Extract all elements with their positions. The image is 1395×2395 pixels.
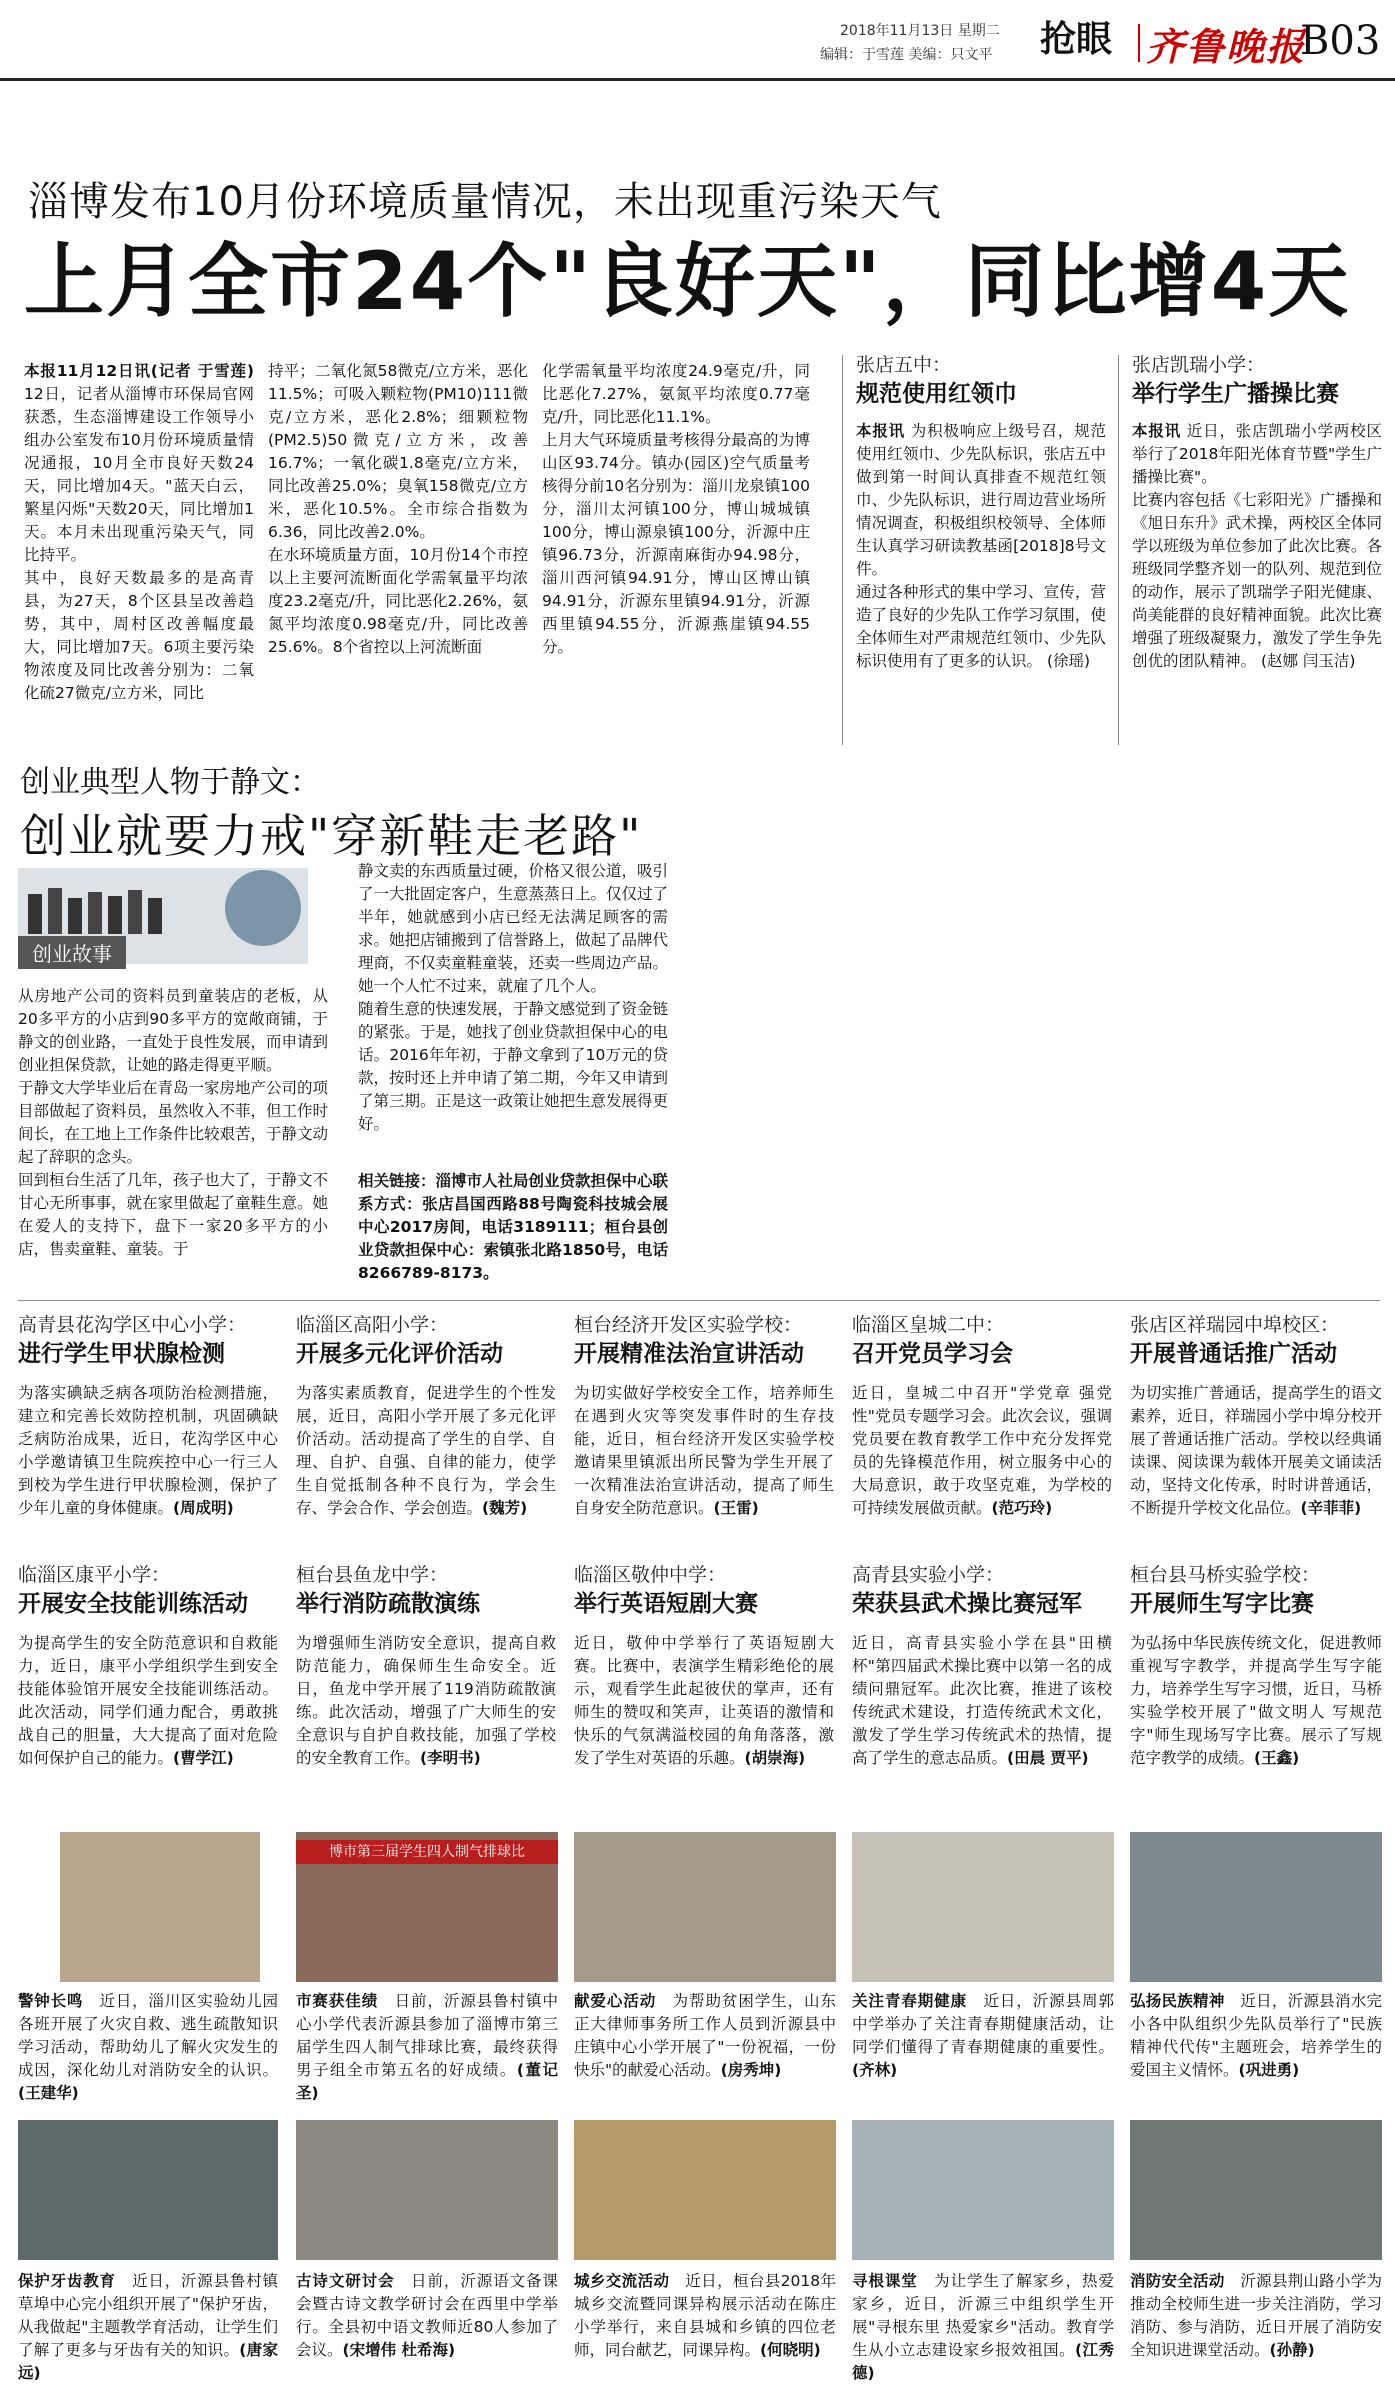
caption-title: 市赛获佳绩 [296,1992,379,2010]
lead-dateline: 本报11月12日讯(记者 于雪莲) [24,362,254,380]
grid-item [1130,1312,1382,1520]
grid-item [18,1312,278,1520]
grid-title: 进行学生甲状腺检测 [18,1341,225,1367]
caption-text: 近日，沂源县消水完小各中队组织少先队员举行了"民族精神代代传"主题班会，培养学生的爱国主义情怀。 [1130,1992,1382,2079]
caption-text: 近日，沂源县鲁村镇草埠中心完小组织开展了"保护牙齿，从我做起"主题教学育活动，让学生们了解了更多与牙齿有关的知识。 [18,2272,278,2359]
grid-item [852,1562,1112,1770]
photo-seminar [296,2120,558,2260]
grid-title: 开展精准法治宣讲活动 [574,1341,804,1367]
grid-school: 临淄区敬仲中学： [574,1564,727,1586]
caption-text: 为帮助贫困学生，山东正大律师事务所工作人员到沂源县中庄镇中心小学开展了"一份祝福，一份快乐"的献爱心活动。 [574,1992,836,2079]
caption-text: 近日，淄川区实验幼儿园各班开展了火灾自救、逃生疏散知识学习活动，帮助幼儿了解火灾发生的成因，深化幼儿对消防安全的认识。 [18,1992,278,2079]
brief-zhangdian-5 [856,352,1106,673]
grid-title: 开展安全技能训练活动 [18,1591,248,1617]
grid-author: (辛菲菲) [1300,1499,1362,1517]
grid-author: (胡崇海) [744,1749,806,1767]
caption-title: 城乡交流活动 [574,2272,670,2290]
grid-body [1130,1382,1382,1520]
photo-health-class [852,1832,1114,1982]
grid-author: (周成明) [173,1499,234,1517]
grid-school: 临淄区皇城二中： [852,1314,1005,1336]
caption-text: 近日，沂源县周郭中学举办了关注青春期健康活动，让同学们懂得了青春期健康的重要性。 [852,1992,1114,2056]
grid-author: (曹学江) [173,1749,234,1767]
photo-caption [1130,1990,1382,2082]
photo-caption [18,2270,278,2385]
grid-body [296,1632,556,1770]
grid-text: 为弘扬中华民族传统文化，促进教师重视写字教学，并提高学生写字能力，培养学生写字习惯，近日，马桥实验学校开展了"做文明人 写规范字"师生现场写字比赛。展示了写规范字教学的成绩。 [1130,1634,1382,1767]
section-name: 抢眼 [1040,19,1113,60]
grid-item [574,1312,834,1520]
photo-caption [296,2270,558,2362]
feature-column-1: 从房地产公司的资料员到童装店的老板，从20多平方的小店到90多平方的宽敞商铺，于静文的创业路，一直处于良性发展，而申请到创业担保贷款，让她的路走得更平顺。 于静文大学毕业后在青岛一家房地产公司的项目部做起了资料员，虽然收入不菲，但工作时间长，在工地上工作条件比较艰苦，于静文动起了辞职的念头。 回到桓台生活了几年，孩子也大了，于静文不甘心无所事事，就在家里做起了童鞋生意。她在爱人的支持下，盘下一家20多平方的小店，售卖童鞋、童装。于 [18,987,329,1258]
caption-title: 保护牙齿教育 [18,2272,116,2290]
newspaper-logo: 齐鲁晚报 [1146,24,1307,69]
photo-dental [18,2120,278,2260]
photo-caption [574,1990,836,2082]
lead-col1-text: 12日，记者从淄博市环保局官网获悉，生态淄博建设工作领导小组办公室发布10月份环境质量情况通报，10月全市良好天数24天，同比增加4天。"蓝天白云，繁星闪烁"天数20天，同比增加1天。本月未出现重污染天气，同比持平。 其中，良好天数最多的是高青县，为27天，8个区县呈改善趋势，其中，周村区改善幅度最大，同比增加7天。6项主要污染物浓度及同比改善分别为：二氧化硫27微克/立方米，同比 [24,385,254,702]
grid-body [18,1632,278,1770]
lead-column-3: 化学需氧量平均浓度24.9毫克/升，同比恶化7.27%，氨氮平均浓度0.77毫克/升，同比恶化11.1%。 上月大气环境质量考核得分最高的为博山区93.74分。镇办(园区)空气质量考核得分前10名分别为：淄川龙泉镇100分，淄川太河镇100分，博山城城镇100分，博山源泉镇100分，沂源中庄镇96.73分，沂源南麻街办94.98分，淄川西河镇94.91分，博山区博山镇94.91分，沂源东里镇94.91分，沂源西里镇94.55分，沂源燕崖镇94.55分。 [542,362,810,656]
caption-author: (唐家远) [18,2341,278,2382]
grid-body [852,1382,1112,1520]
photo-roots-class [852,2120,1114,2260]
grid-item [296,1312,556,1520]
caption-title: 寻根课堂 [852,2272,918,2290]
caption-author: (齐林) [852,2061,898,2079]
grid-text: 近日，敬仲中学举行了英语短剧大赛。比赛中，表演学生精彩绝伦的展示，观看学生此起彼伏的掌声，还有师生的赞叹和笑声，让英语的激情和快乐的气氛满溢校园的角角落落，激发了学生对英语的乐趣。 [574,1634,834,1767]
brief-school: 张店凯瑞小学： [1132,354,1266,376]
brief-school: 张店五中： [856,354,952,376]
lead-column-2: 持平；二氧化氮58微克/立方米，恶化11.5%；可吸入颗粒物(PM10)111微克/立方米，恶化2.8%；细颗粒物(PM2.5)50微克/立方米，改善16.7%；一氧化碳1.8毫克/立方米，同比改善25.0%；臭氧158微克/立方米，恶化10.5%。全市综合指数为6.36，同比改善2.0%。 在水环境质量方面，10月份14个市控以上主要河流断面化学需氧量平均浓度23.2毫克/升，同比恶化2.26%，氨氮平均浓度0.98毫克/升，同比改善25.6%。8个省控以上河流断面 [268,362,528,656]
feature-tag: 创业故事 [18,936,126,969]
grid-title: 荣获县武术操比赛冠军 [852,1591,1082,1617]
caption-title: 警钟长鸣 [18,1992,84,2010]
brief-author: (赵娜 闫玉洁) [1260,652,1356,670]
photo-fire-safety [1130,2120,1382,2260]
brief-title: 规范使用红领巾 [856,381,1017,407]
grid-title: 举行消防疏散演练 [296,1591,480,1617]
grid-school: 桓台县鱼龙中学： [296,1564,449,1586]
photo-caption [852,2270,1114,2385]
grid-item [18,1562,278,1770]
lead-kicker: 淄博发布10月份环境质量情况，未出现重污染天气 [28,179,942,225]
photo-caption [852,1990,1114,2082]
caption-text: 沂源县荆山路小学为推动全校师生进一步关注消防，学习消防、参与消防，近日开展了消防安全知识进课堂活动。 [1130,2272,1382,2359]
grid-text: 为切实推广普通话，提高学生的语文素养，近日，祥瑞园小学中埠分校开展了普通话推广活动。学校以经典诵读课、阅读课为载体开展美文诵读活动，坚持文化传承，时时讲普通话，不断提升学校文化品位。 [1130,1384,1382,1517]
brief-body [1132,420,1382,673]
caption-author: (孙静) [1269,2341,1315,2359]
grid-school: 临淄区康平小学： [18,1564,171,1586]
caption-author: (宋增伟 杜希海) [342,2341,456,2359]
caption-text: 日前，沂源语文备课会暨古诗文教学研讨会在西里中学举行。全县初中语文教师近80人参加了会议。 [296,2272,558,2359]
photo-kindergarten [60,1832,260,1982]
photo-caption [574,2270,836,2362]
grid-author: (李明书) [420,1749,481,1767]
caption-author: (何晓明) [760,2341,821,2359]
brief-text: 为积极响应上级号召，规范使用红领巾、少先队标识，张店五中做到第一时间认真排查不规范红领巾、少先队标识，进行周边营业场所情况调查，积极组织校领导、全体师生认真学习研读教基函[2018]8号文件。 通过各种形式的集中学习、宣传，营造了良好的少先队工作学习氛围，使全体师生对严肃规范红领巾、少先队标识使用有了更多的认识。 [856,422,1106,670]
lead-column-1 [24,360,254,705]
grid-item [574,1562,834,1770]
grid-title: 开展普通话推广活动 [1130,1341,1337,1367]
grid-body [852,1632,1112,1770]
grid-body [574,1632,834,1770]
brief-body [856,420,1106,673]
grid-item [852,1312,1112,1520]
caption-author: (巩进勇) [1238,2061,1300,2079]
grid-school: 桓台县马桥实验学校： [1130,1564,1321,1586]
caption-title: 弘扬民族精神 [1130,1992,1225,2010]
grid-school: 桓台经济开发区实验学校： [574,1314,803,1336]
header-rule [0,78,1395,81]
grid-title: 开展多元化评价活动 [296,1341,503,1367]
brief-lead: 本报讯 [856,422,906,440]
caption-author: (房秀坤) [720,2061,782,2079]
caption-title: 消防安全活动 [1130,2272,1225,2290]
caption-title: 关注青春期健康 [852,1992,968,2010]
grid-author: (王鑫) [1254,1749,1300,1767]
photo-exchange [574,2120,836,2260]
photo-caption [296,1990,558,2105]
feature-column-2: 静文卖的东西质量过硬，价格又很公道，吸引了一大批固定客户，生意蒸蒸日上。仅仅过了半年，她就感到小店已经无法满足顾客的需求。她把店铺搬到了信誉路上，做起了品牌代理商，不仅卖童鞋童装，还卖一些周边产品。她一个人忙不过来，就雇了几个人。 随着生意的快速发展，于静文感觉到了资金链的紧张。于是，她找了创业贷款担保中心的电话。2016年年初，于静文拿到了10万元的贷款，按时还上并申请了第二期，今年又申请到了第三期。正是这一政策让她把生意发展得更好。 [358,862,669,1133]
feature-headline: 创业就要力戒"穿新鞋走老路" [20,809,643,863]
column-rule [1118,355,1119,745]
lead-headline: 上月全市24个"良好天"，同比增4天 [24,235,1351,328]
caption-title: 献爱心活动 [574,1992,657,2010]
photo-caption [1130,2270,1382,2362]
brief-lead: 本报讯 [1132,422,1182,440]
grid-text: 近日，皇城二中召开"学党章 强党性"党员专题学习会。此次会议，强调党员要在教育教学工作中充分发挥党员的先锋模范作用，树立服务中心的大局意识，敢于攻坚克难，为学校的可持续发展做贡献。 [852,1384,1112,1517]
photo-charity [574,1832,836,1982]
grid-text: 为增强师生消防安全意识，提高自救防范能力，确保师生生命安全。近日，鱼龙中学开展了119消防疏散演练。此次活动，增强了广大师生的安全意识与自护自救技能，加强了学校的安全教育工作。 [296,1634,556,1767]
section-rule [18,1300,1380,1301]
header-divider [1138,24,1140,62]
caption-author: (董记圣) [296,2061,558,2102]
grid-text: 为提高学生的安全防范意识和自救能力，近日，康平小学组织学生到安全技能体验馆开展安全技能训练活动。此次活动，同学们通力配合，勇敢挑战自己的胆量，大大提高了面对危险如何保护自己的能力。 [18,1634,278,1767]
caption-text: 近日，桓台县2018年城乡交流暨同课异构展示活动在陈庄小学举行，来自县城和乡镇的四位老师，同台献艺，同课异构。 [574,2272,836,2359]
grid-text: 为切实做好学校安全工作，培养师生在遇到火灾等突发事件时的生存技能，近日，桓台经济开发区实验学校邀请果里镇派出所民警为学生开展了一次精准法治宣讲活动，提高了师生自身安全防范意识。 [574,1384,834,1517]
grid-body [574,1382,834,1520]
grid-title: 召开党员学习会 [852,1341,1013,1367]
photo-class-meeting [1130,1832,1382,1982]
feature-related-link: 相关链接：淄博市人社局创业贷款担保中心联系方式：张店昌国西路88号陶瓷科技城会展中心2017房间，电话3189111；桓台县创业贷款担保中心：索镇张北路1850号，电话8266789-8173。 [358,1172,669,1282]
grid-text: 为落实素质教育，促进学生的个性发展，近日，高阳小学开展了多元化评价活动。活动提高了学生的自学、自理、自护、自强、自律的能力，使学生自觉抵制各种不良行为，学会生存、学会合作、学会创造。 [296,1384,556,1517]
brief-kairui [1132,352,1382,673]
brief-author: (徐瑶) [1046,652,1091,670]
editor-credits: 编辑：于雪莲 美编：只文平 [820,47,993,63]
brief-title: 举行学生广播操比赛 [1132,381,1339,407]
grid-school: 高青县实验小学： [852,1564,1005,1586]
grid-body [1130,1632,1382,1770]
grid-item [1130,1562,1382,1770]
column-rule [842,355,843,745]
feature-kicker: 创业典型人物于静文： [20,765,320,800]
brief-text: 近日，张店凯瑞小学两校区举行了2018年阳光体育节暨"学生广播操比赛"。 比赛内容包括《七彩阳光》广播操和《旭日东升》武术操，两校区全体同学以班级为单位参加了此次比赛。各班级同学整齐划一的队列、规范到位的动作，展示了凯瑞学子阳光健康、尚美能群的良好精神面貌。此次比赛增强了班级凝聚力，激发了学生争先创优的团队精神。 [1132,422,1382,670]
photo-caption [18,1990,278,2105]
grid-author: (田晨 贾平) [1007,1749,1089,1767]
grid-author: (王雷) [713,1499,759,1517]
grid-school: 临淄区高阳小学： [296,1314,449,1336]
grid-author: (魏芳) [482,1499,528,1517]
grid-body [18,1382,278,1520]
grid-title: 开展师生写字比赛 [1130,1591,1314,1617]
grid-text: 近日，高青县实验小学在县"田横杯"第四届武术操比赛中以第一名的成绩问鼎冠军。此次比赛，推进了该校传统武术建设，打造传统武术文化，激发了学生学习传统武术的热情，提高了学生的意志品质。 [852,1634,1112,1767]
issue-date: 2018年11月13日 星期二 [840,23,1000,39]
grid-item [296,1562,556,1770]
grid-body [296,1382,556,1520]
caption-text: 为让学生了解家乡，热爱家乡，近日，沂源三中组织学生开展"寻根东里 热爱家乡"活动。教育学生从小立志建设家乡报效祖国。 [852,2272,1114,2359]
caption-text: 日前，沂源县鲁村镇中心小学代表沂源县参加了淄博市第三届学生四人制气排球比赛，最终获得男子组全市第五名的好成绩。 [296,1992,558,2079]
grid-school: 高青县花沟学区中心小学： [18,1314,247,1336]
grid-text: 为落实碘缺乏病各项防治检测措施，建立和完善长效防控机制，巩固碘缺乏病防治成果，近日，花沟学区中心小学邀请镇卫生院疾控中心一行三人到校为学生进行甲状腺检测，保护了少年儿童的身体健康。 [18,1384,278,1517]
grid-author: (范巧玲) [991,1499,1053,1517]
caption-author: (王建华) [18,2084,79,2102]
grid-title: 举行英语短剧大赛 [574,1591,758,1617]
photo-banner: 博市第三届学生四人制气排球比 [296,1840,558,1864]
page-number: B03 [1300,18,1381,64]
caption-title: 古诗文研讨会 [296,2272,395,2290]
grid-school: 张店区祥瑞园中埠校区： [1130,1314,1340,1336]
photo-volleyball [296,1832,558,1982]
caption-author: (江秀德) [852,2341,1114,2382]
